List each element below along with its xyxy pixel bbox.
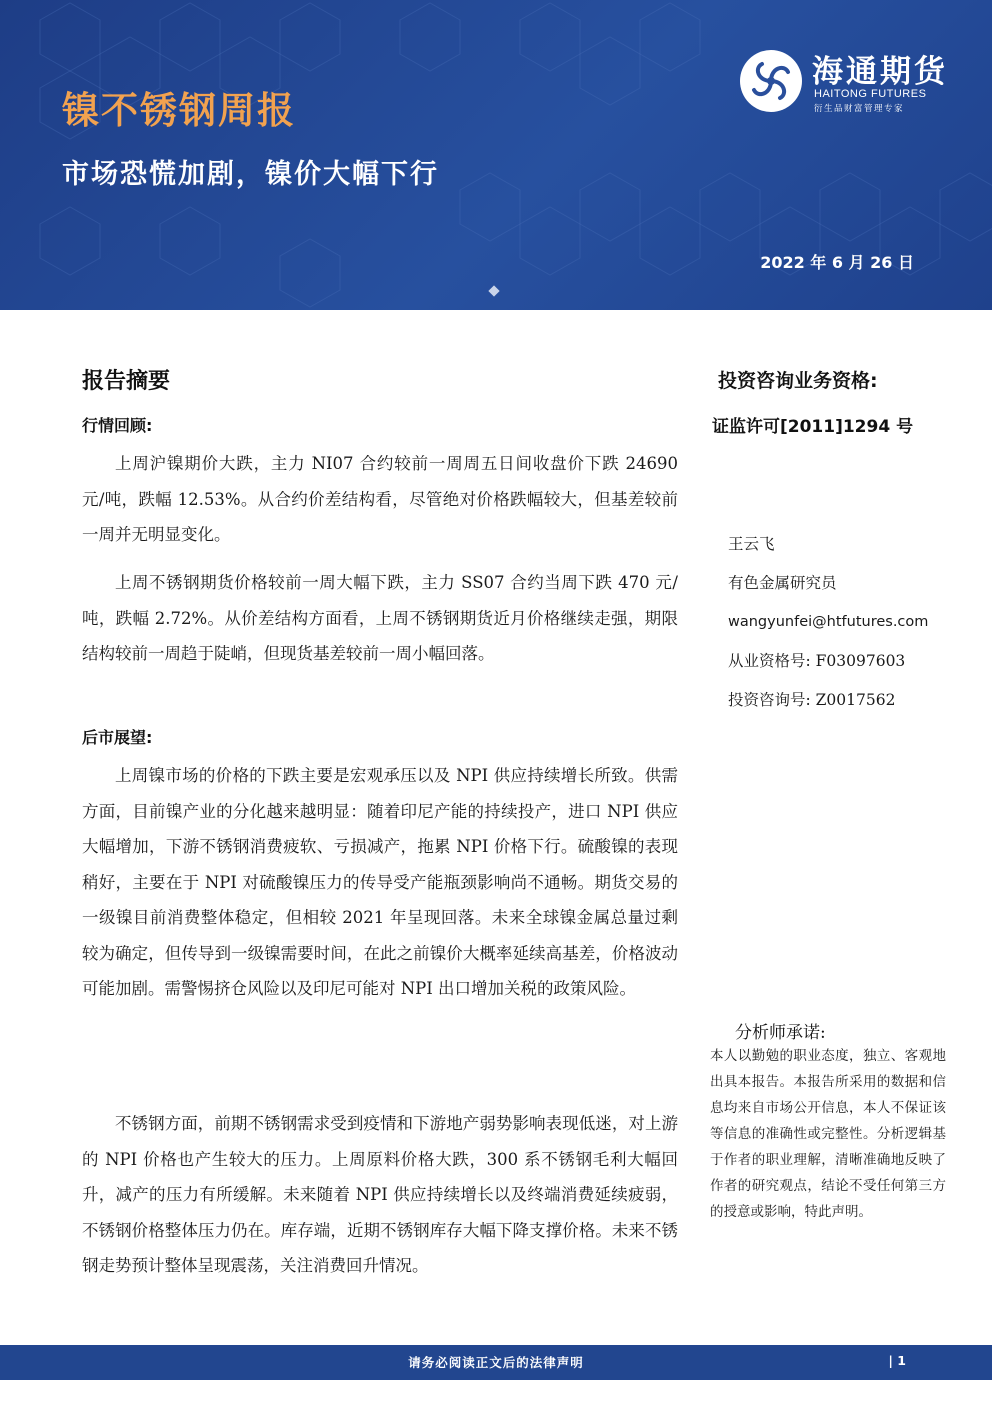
- license-number: 证监许可[2011]1294 号: [712, 417, 914, 437]
- outlook-heading: 后市展望:: [82, 728, 153, 747]
- pledge-text: 本人以勤勉的职业态度，独立、客观地出具本报告。本报告所采用的数据和信息均来自市场公开信息，本人不保证该等信息的准确性或完整性。分析逻辑基于作者的职业理解，清晰准确地反映了作者的研究观点，结论不受任何第三方的授意或影响，特此声明。: [710, 1048, 946, 1220]
- footer-bar: [0, 1345, 992, 1380]
- outlook-paragraph-2: 不锈钢方面，前期不锈钢需求受到疫情和下游地产弱势影响表现低迷，对上游的 NPI 价格也产生较大的压力。上周原料价格大跌，300 系不锈钢毛利大幅回升，减产的压力有所缓解。未来随着 NPI 供应持续增长以及终端消费延续疲弱，不锈钢价格整体压力仍在。库存端，近期不锈钢库存大幅下降支撑价格。未来不锈钢走势预计整体呈现震荡，关注消费回升情况。: [82, 1114, 678, 1275]
- company-logo: [738, 46, 948, 122]
- consult-certificate: 投资咨询号: Z0017562: [728, 691, 896, 709]
- logo-chinese-name: 海通期货: [812, 54, 948, 90]
- report-subtitle: 市场恐慌加剧，镍价大幅下行: [62, 159, 439, 190]
- report-title: 镍不锈钢周报: [62, 89, 296, 132]
- qualification-title: 投资咨询业务资格:: [718, 370, 878, 392]
- practice-certificate: 从业资格号: F03097603: [728, 652, 906, 670]
- analyst-info: [728, 525, 968, 720]
- review-heading: 行情回顾:: [82, 416, 153, 435]
- header-banner: [0, 0, 992, 310]
- analyst-name: 王云飞: [728, 535, 775, 553]
- analyst-role: 有色金属研究员: [728, 574, 837, 592]
- report-date: 2022 年 6 月 26 日: [760, 253, 914, 272]
- outlook-paragraph-1: 上周镍市场的价格的下跌主要是宏观承压以及 NPI 供应持续增长所致。供需方面，目前镍产业的分化越来越明显：随着印尼产能的持续投产，进口 NPI 供应大幅增加，下游不锈钢消费疲软、亏损减产，拖累 NPI 价格下行。硫酸镍的表现稍好，主要在于 NPI 对硫酸镍压力的传导受产能瓶颈影响尚不通畅。期货交易的一级镍目前消费整体稳定，但相较 2021 年呈现回落。未来全球镍金属总量过剩较为确定，但传导到一级镍需要时间，在此之前镍价大概率延续高基差，价格波动可能加剧。需警惕挤仓风险以及印尼可能对 NPI 出口增加关税的政策风险。: [82, 766, 678, 998]
- analyst-email[interactable]: wangyunfei@htfutures.com: [728, 614, 929, 630]
- pledge-title: 分析师承诺:: [735, 1023, 826, 1043]
- review-paragraph-2: 上周不锈钢期货价格较前一周大幅下跌，主力 SS07 合约当周下跌 470 元/吨，跌幅 2.72%。从价差结构方面看，上周不锈钢期货近月价格继续走强，期限结构较前一周趋于陡峭，但现货基差较前一周小幅回落。: [82, 573, 678, 663]
- page-number: | 1: [888, 1353, 906, 1368]
- haitong-logo-icon: [738, 48, 804, 114]
- logo-english-name: HAITONG FUTURES: [814, 88, 927, 100]
- logo-slogan: 衍生品财富管理专家: [814, 104, 905, 114]
- review-paragraph-1: 上周沪镍期价大跌，主力 NI07 合约较前一周周五日间收盘价下跌 24690 元/吨，跌幅 12.53%。从合约价差结构看，尽管绝对价格跌幅较大，但基差较前一周并无明显变化。: [82, 454, 678, 544]
- legal-notice: 请务必阅读正文后的法律声明: [408, 1355, 584, 1370]
- summary-title: 报告摘要: [82, 369, 171, 394]
